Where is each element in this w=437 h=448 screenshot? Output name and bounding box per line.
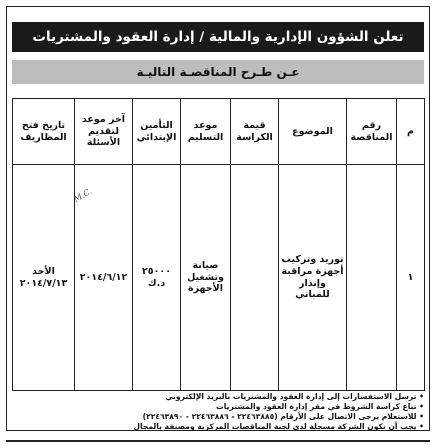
initial-deposit: ٢٥٠٠٠ د.ك: [133, 165, 181, 391]
stamp-mark: M.C.: [72, 186, 94, 204]
column-header: قيمة الكراسة: [231, 99, 279, 165]
notes-section: [12, 392, 424, 432]
note-line: • يجب أن تكون الشركة مسجلة لدى لجنة المناقصات المركزية ومصنفة بالمجال: [133, 422, 424, 431]
column-header: م: [397, 99, 425, 165]
row-number: ١: [397, 165, 425, 391]
column-header: التأمين الإبتدائي: [133, 99, 181, 165]
column-header: تاريخ فتح المظاريف: [13, 99, 75, 165]
ad-title: تعلن الشؤون الإدارية والمالية / إدارة العقود والمشتريات: [12, 22, 424, 52]
column-header: الموضوع: [279, 99, 347, 165]
column-header: آخر موعد لتقديم الأسئلة: [75, 99, 133, 165]
column-header: رقم المناقصة: [347, 99, 397, 165]
questions-deadline: ٢٠١٤/٦/١٢: [75, 165, 133, 391]
tender-number: [347, 165, 397, 391]
column-header: موعد التسليم: [181, 99, 231, 165]
opening-date: الأحد ٢٠١٤/٧/١٣: [13, 165, 75, 391]
booklet-fee: [231, 165, 279, 391]
note-line: • ترسل الاستفسارات إلى إدارة العقود والمشتريات بالبريد الإلكتروني: [165, 392, 424, 401]
note-line: • للاستعلام يرجى الاتصال على الأرقام (٢٢٤٦٣٨٨٥ - ٢٢٤٦٣٨٨٦ - ٢٢٤٦٣٨٩٠): [142, 412, 424, 421]
tender-subject: توريد وتركيب أجهزة مراقبة وإنذار للمباني: [279, 165, 347, 391]
ad-subtitle: عـن طـرح المناقصـة التاليـة: [12, 60, 424, 84]
bottom-divider: [6, 440, 430, 442]
delivery-date: صيانة وتشغيل الأجهزة: [181, 165, 231, 391]
note-line: • تباع كراسة الشروط في مقر إدارة العقود والمشتريات: [216, 402, 424, 411]
tender-table: [12, 98, 425, 391]
table-header-row: [13, 99, 425, 165]
